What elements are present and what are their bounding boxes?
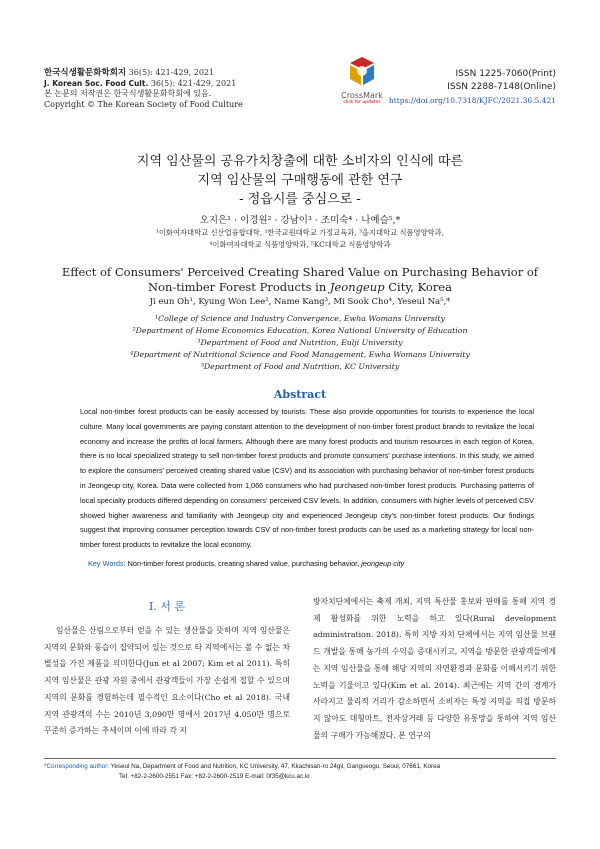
issn-print: ISSN 1225-7060(Print) [455,69,556,79]
copyright-notice: 본 논문의 저작권은 한국식생활문화학회에 있음. [44,89,212,98]
body-column-left [44,623,290,740]
journal-name-kr: 한국식생활문화학회지 [44,68,127,78]
aff-en-1: ¹College of Science and Industry Convergence, Ewha Womans University [155,314,445,323]
affiliations-korean [0,227,600,251]
crossmark-label: CrossMark [341,91,383,100]
doi-link[interactable]: https://doi.org/10.7318/KJFC/2021.36.5.421 [388,96,556,105]
intro-paragraph-2: 방자치단체에서는 축제 개최, 지역 특산물 홍보와 판매를 통해 지역 경제 활성화를 위한 노력을 하고 있다(Rural development administration. 2018). 특히 지방 자치 단체에서는 지역 임산물 브랜드 개발을 통해 농가의 수익을 증대시키고, 지역을 방문한 관광객들에게는 지역 임산물을 통해 해당 지역의 자연환경과 문화를 이해시키기 위한 노력을 기울이고 있다(Kim et al. 2014). 최근에는 지역 간의 경계가 사라지고 물리적 거리가 감소하면서 소비자는 특정 지역을 직접 방문하지 않아도 대형마트, 전자상거래 등 다양한 유통망을 통하여 지역 임산물의 구매가 가능해졌다. 본 연구의 [313,597,556,740]
journal-volume-en: 36(5): 421-429, 2021 [150,78,237,88]
footnote-line1: Yeseul Na, Department of Food and Nutrition, KC University, 47, Kkachisan-ro 24gil, Gangseogu, Seoul, 07661, Korea [109,763,441,770]
crossmark-sub: click for updates [343,100,381,105]
aff-en-3: ³Department of Food and Nutrition, Eulji University [197,338,403,347]
footnote-line2: Tel: +82-2-2600-2551 Fax: +82-2-2600-2519 E-mail: 0f35@kcu.ac.kr [119,773,311,780]
title-en-line2-pre: Non-timber Forest Products in [148,280,330,294]
crossmark-badge[interactable] [334,56,390,105]
affiliations-english [0,313,600,373]
authors-english: Ji eun Oh¹, Kyung Won Lee², Name Kang³, Mi Sook Cho⁴, Yeseul Na⁵,* [149,297,451,307]
section-heading-introduction: I. 서 론 [148,600,186,613]
title-en-line2-em: Jeongeup [329,280,385,294]
title-kr-line1: 지역 임산물의 공유가치창출에 대한 소비자의 인식에 따른 [136,154,464,169]
aff-en-5: ⁵Department of Food and Nutrition, KC University [200,362,400,371]
issn-block [389,68,556,107]
keywords [88,559,404,568]
body-column-right [313,594,556,744]
title-korean [0,152,600,209]
title-kr-subtitle: - 정읍시를 중심으로 - [239,192,361,207]
keywords-label: Key Words: [88,559,126,568]
journal-name-en: J. Korean Soc. Food Cult. [44,78,149,88]
title-kr-line2: 지역 임산물의 구매행동에 관한 연구 [197,173,403,188]
journal-header [44,68,294,110]
title-en-line1: Effect of Consumers' Perceived Creating Shared Value on Purchasing Behavior of [61,265,539,279]
title-english [0,265,600,295]
crossmark-icon [349,56,375,86]
intro-paragraph-1: 임산물은 산림으로부터 얻을 수 있는 생산물을 뜻하며 지역 임산물은 지역의 문화와 풍습이 집약되어 있는 것으로 타 지역에서는 볼 수 없는 차별성을 가진 제품을 의미한다(Jun et al 2007; Kim et al 2011). 특히 지역 임산물은 관광 자원 중에서 관광객들이 가장 손쉽게 접할 수 있으며 지역의 문화를 경험하는데 필수적인 요소이다(Cho et al 2018). 국내 지역 관광객의 수는 2010년 3,090만 명에서 2017년 4,050만 명으로 꾸준히 증가하는 추세이며 이에 따라 각 지 [44,626,290,736]
authors-korean: 오지은¹ · 이경원² · 강남이³ · 조미숙⁴ · 나예슬⁵,* [199,215,401,226]
journal-volume-kr: 36(5): 421-429, 2021 [128,68,215,77]
corresponding-author-footnote [44,762,564,782]
aff-en-4: ⁴Department of Nutritional Science and Food Management, Ewha Womans University [130,350,470,359]
copyright-line: Copyright © The Korean Society of Food Culture [44,99,243,109]
keywords-text: Non-timber forest products, creating shared value, purchasing behavior, [125,559,362,568]
aff-kr-line1: ¹이화여자대학교 신산업융합대학, ²한국교원대학교 가정교육과, ³을지대학교 식품영양학과, [155,228,445,237]
footnote-label: *Corresponding author: [44,763,110,770]
abstract-heading: Abstract [273,388,327,401]
aff-kr-line2: ⁴이화여자대학교 식품영양학과, ⁵KC대학교 식품영양학과 [209,240,391,249]
keywords-em: jeongeup city [361,559,405,568]
title-en-line2 [0,280,600,295]
issn-online: ISSN 2288-7148(Online) [447,82,556,92]
abstract-body: Local non-timber forest products can be easily accessed by tourists. These also provide opportunities for tourists to experience the local culture. Many local governments are paying constant attention to the development of non-timber forest product brands to revitalize the local economy and increase the profits of local farmers. Although there are many forest products and tourism resources in each region of Korea, there is no local specialized strategy to sell non-timber forest products and promote consumers' purchase intentions. In this study, we aimed to explore the consumers' perceived creating shared value (CSV) and its association with purchasing behavior of non-timber forest products in Jeongeup city, Korea. Data were collected from 1,066 consumers who had purchased non-timber forest products. Purchasing patterns of local specialty products differed depending on consumers' perceived CSV levels. In addition, consumers with higher levels of perceived CSV showed higher awareness and familiarity with Jeongeup city and experienced Jeongeup city's non-timber forest products. Our findings suggest that improving consumer perception towards CSV of non-timber forest products can be used as a marketing strategy for local non-timber forest products to revitalize the local economy. [80,407,534,550]
footnote-divider [44,758,556,759]
title-en-line2-post: City, Korea [384,280,452,294]
aff-en-2: ²Department of Home Economics Education, Korea National University of Education [132,326,468,335]
